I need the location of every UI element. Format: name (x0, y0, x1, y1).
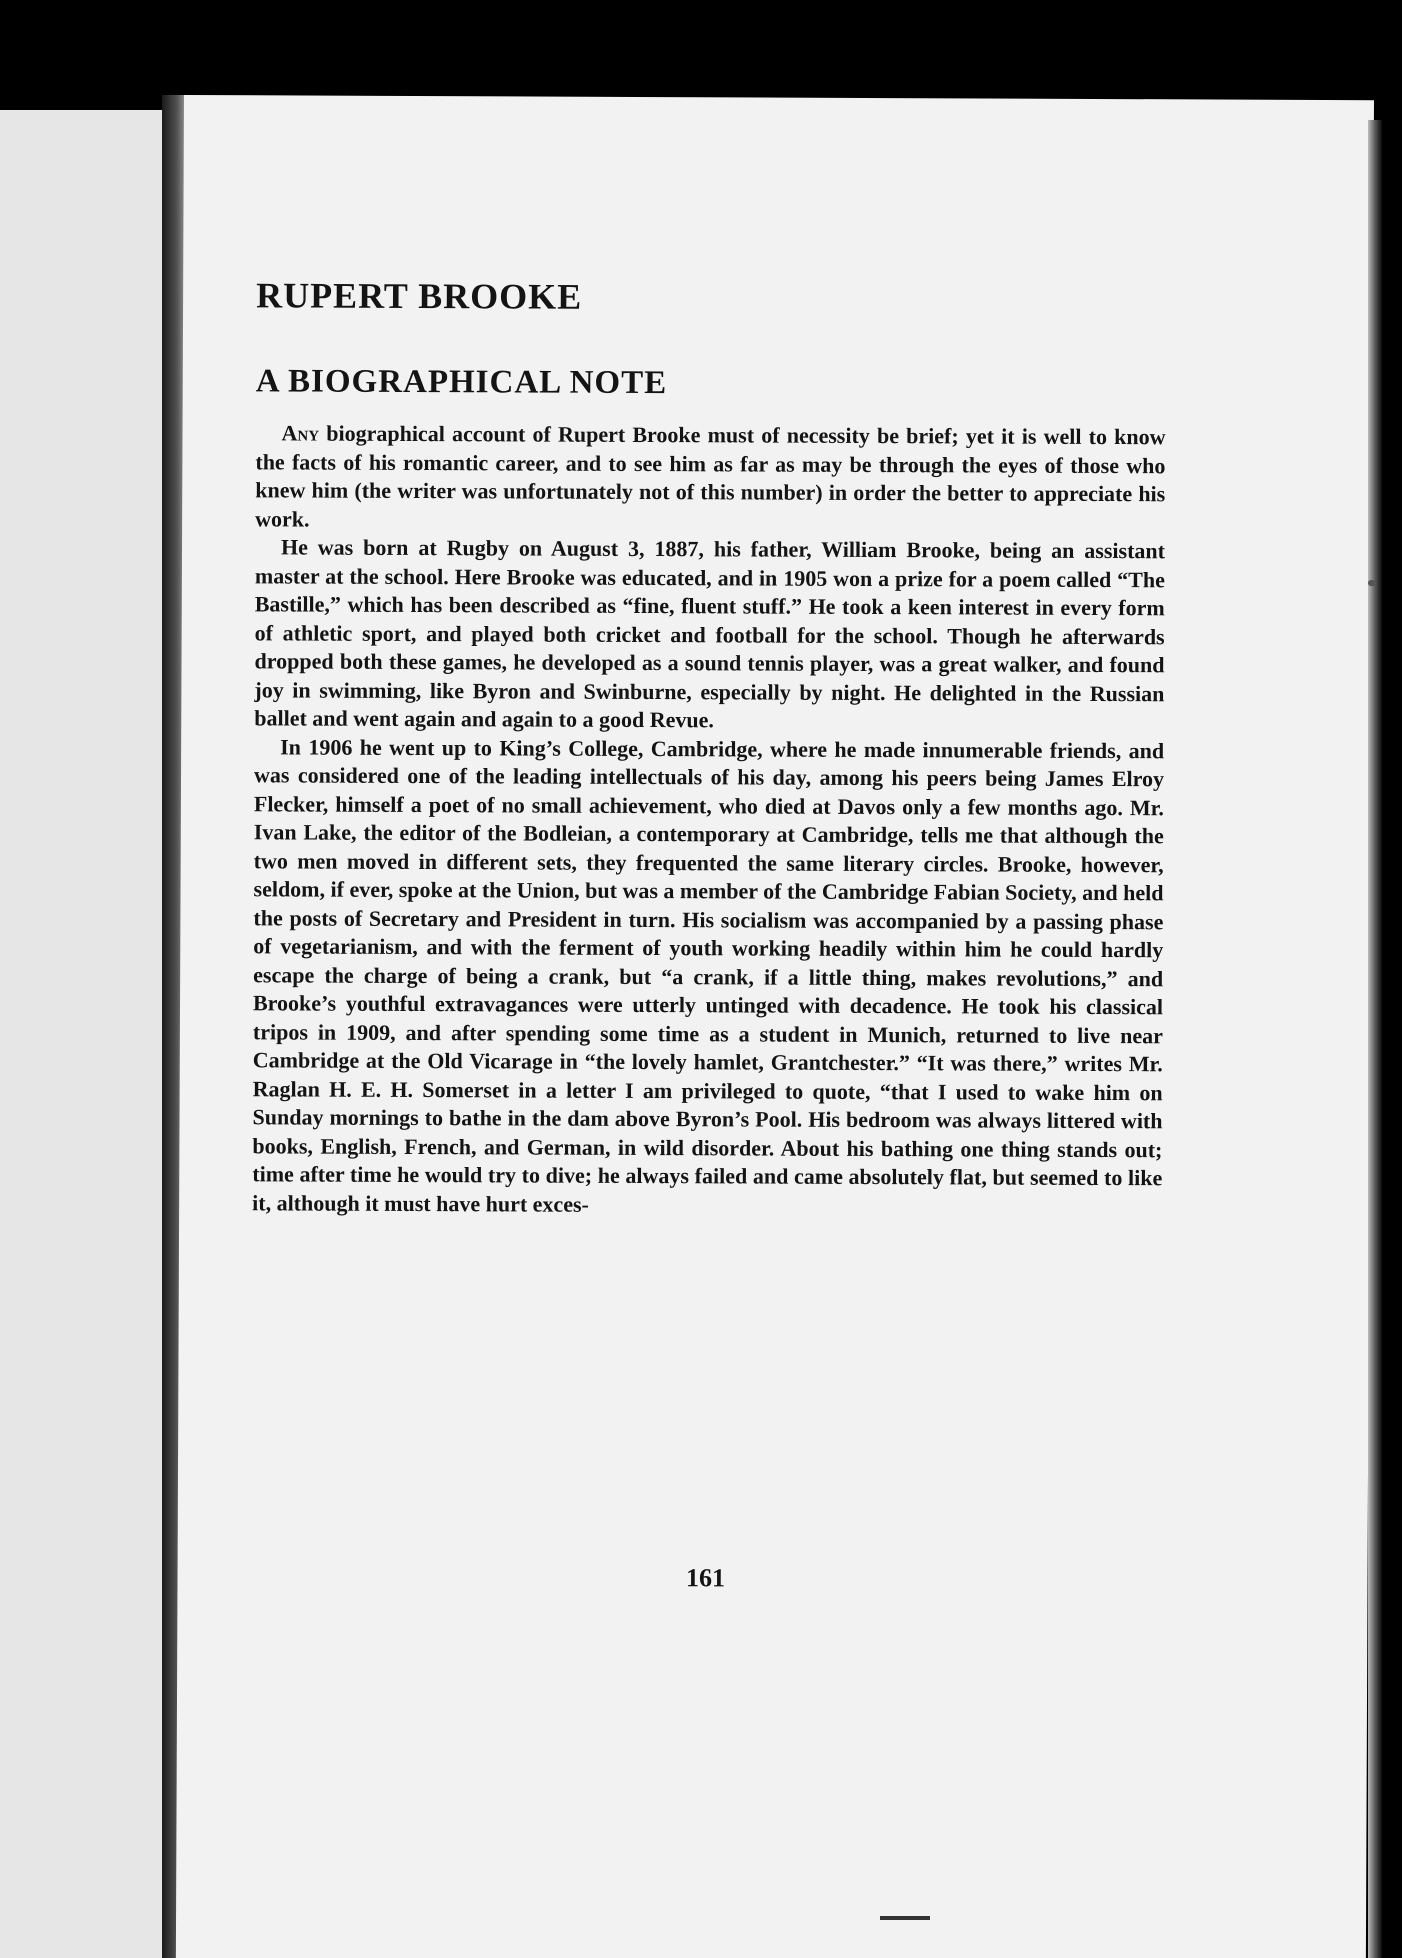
paragraph-text: biographical account of Rupert Brooke must of necessity be brief; yet it is well to know the facts of his romantic career, and to see him as far as may be through the eyes of those who knew him (the writer was unfortunately not of this number) in order the better to appreciate his work. (255, 420, 1166, 532)
paragraph-1 (255, 419, 1165, 537)
right-page-edge (1368, 120, 1382, 1958)
page (176, 95, 1374, 1958)
text-block (252, 273, 1166, 1593)
paragraph-3 (252, 733, 1164, 1221)
article-title: RUPERT BROOKE (256, 275, 583, 317)
page-number: 161 (685, 1563, 726, 1593)
paragraph-text: In 1906 he went up to King’s College, Cambridge, where he made innumerable friends, and was considered one of the leading intellectuals of his day, among his peers being James Elroy Flecker, himself a poet of no small achievement, who died at Davos only a few months ago. Mr. Ivan Lake, the editor of the Bodleian, a contemporary at Cambridge, tells me that although the two men moved in different sets, they frequented the same literary circles. Brooke, however, seldom, if ever, spoke at the Union, but was a member of the Cambridge Fabian Society, and held the posts of Secretary and President in turn. His socialism was accompanied by a passing phase of vegetarianism, and with the ferment of youth working headily within him he could hardly escape the charge of being a crank, but “a crank, if a little thing, makes revolutions,” and Brooke’s youthful extravagances were utterly untinged with decadence. He took his classical tripos in 1909, and after spending some time as a student in Munich, returned to live near Cambridge at the Old Vicarage in “the lovely hamlet, Grantchester.” “It was there,” writes Mr. Raglan H. E. H. Somerset in a letter I am privileged to quote, “that I used to wake him on Sunday mornings to bathe in the dam above Byron’s Pool. His bedroom was always littered with books, English, French, and German, in wild disorder. About his bathing one thing stands out; time after time he would try to dive; he always failed and came absolutely flat, but seemed to like it, although it must have hurt exces- (252, 733, 1165, 1217)
left-page-edge (0, 110, 162, 1958)
paragraph-2 (254, 533, 1165, 736)
scan-mark (880, 1916, 930, 1920)
paragraph-text: He was born at Rugby on August 3, 1887, his father, William Brooke, being an assistant master at the school. Here Brooke was educated, and in 1905 won a prize for a poem called “The Bastille,” which has been described as “fine, fluent stuff.” He took a keen interest in every form of athletic sport, and played both cricket and football for the school. Though he afterwards dropped both these games, he developed as a sound tennis player, was a great walker, and found joy in swimming, like Byron and Swinburne, especially by night. He delighted in the Russian ballet and went again and again to a good Revue. (254, 534, 1166, 733)
article-subtitle: A BIOGRAPHICAL NOTE (255, 363, 668, 402)
paragraph-lead: Any (281, 420, 320, 446)
scan-speck (1368, 580, 1376, 586)
